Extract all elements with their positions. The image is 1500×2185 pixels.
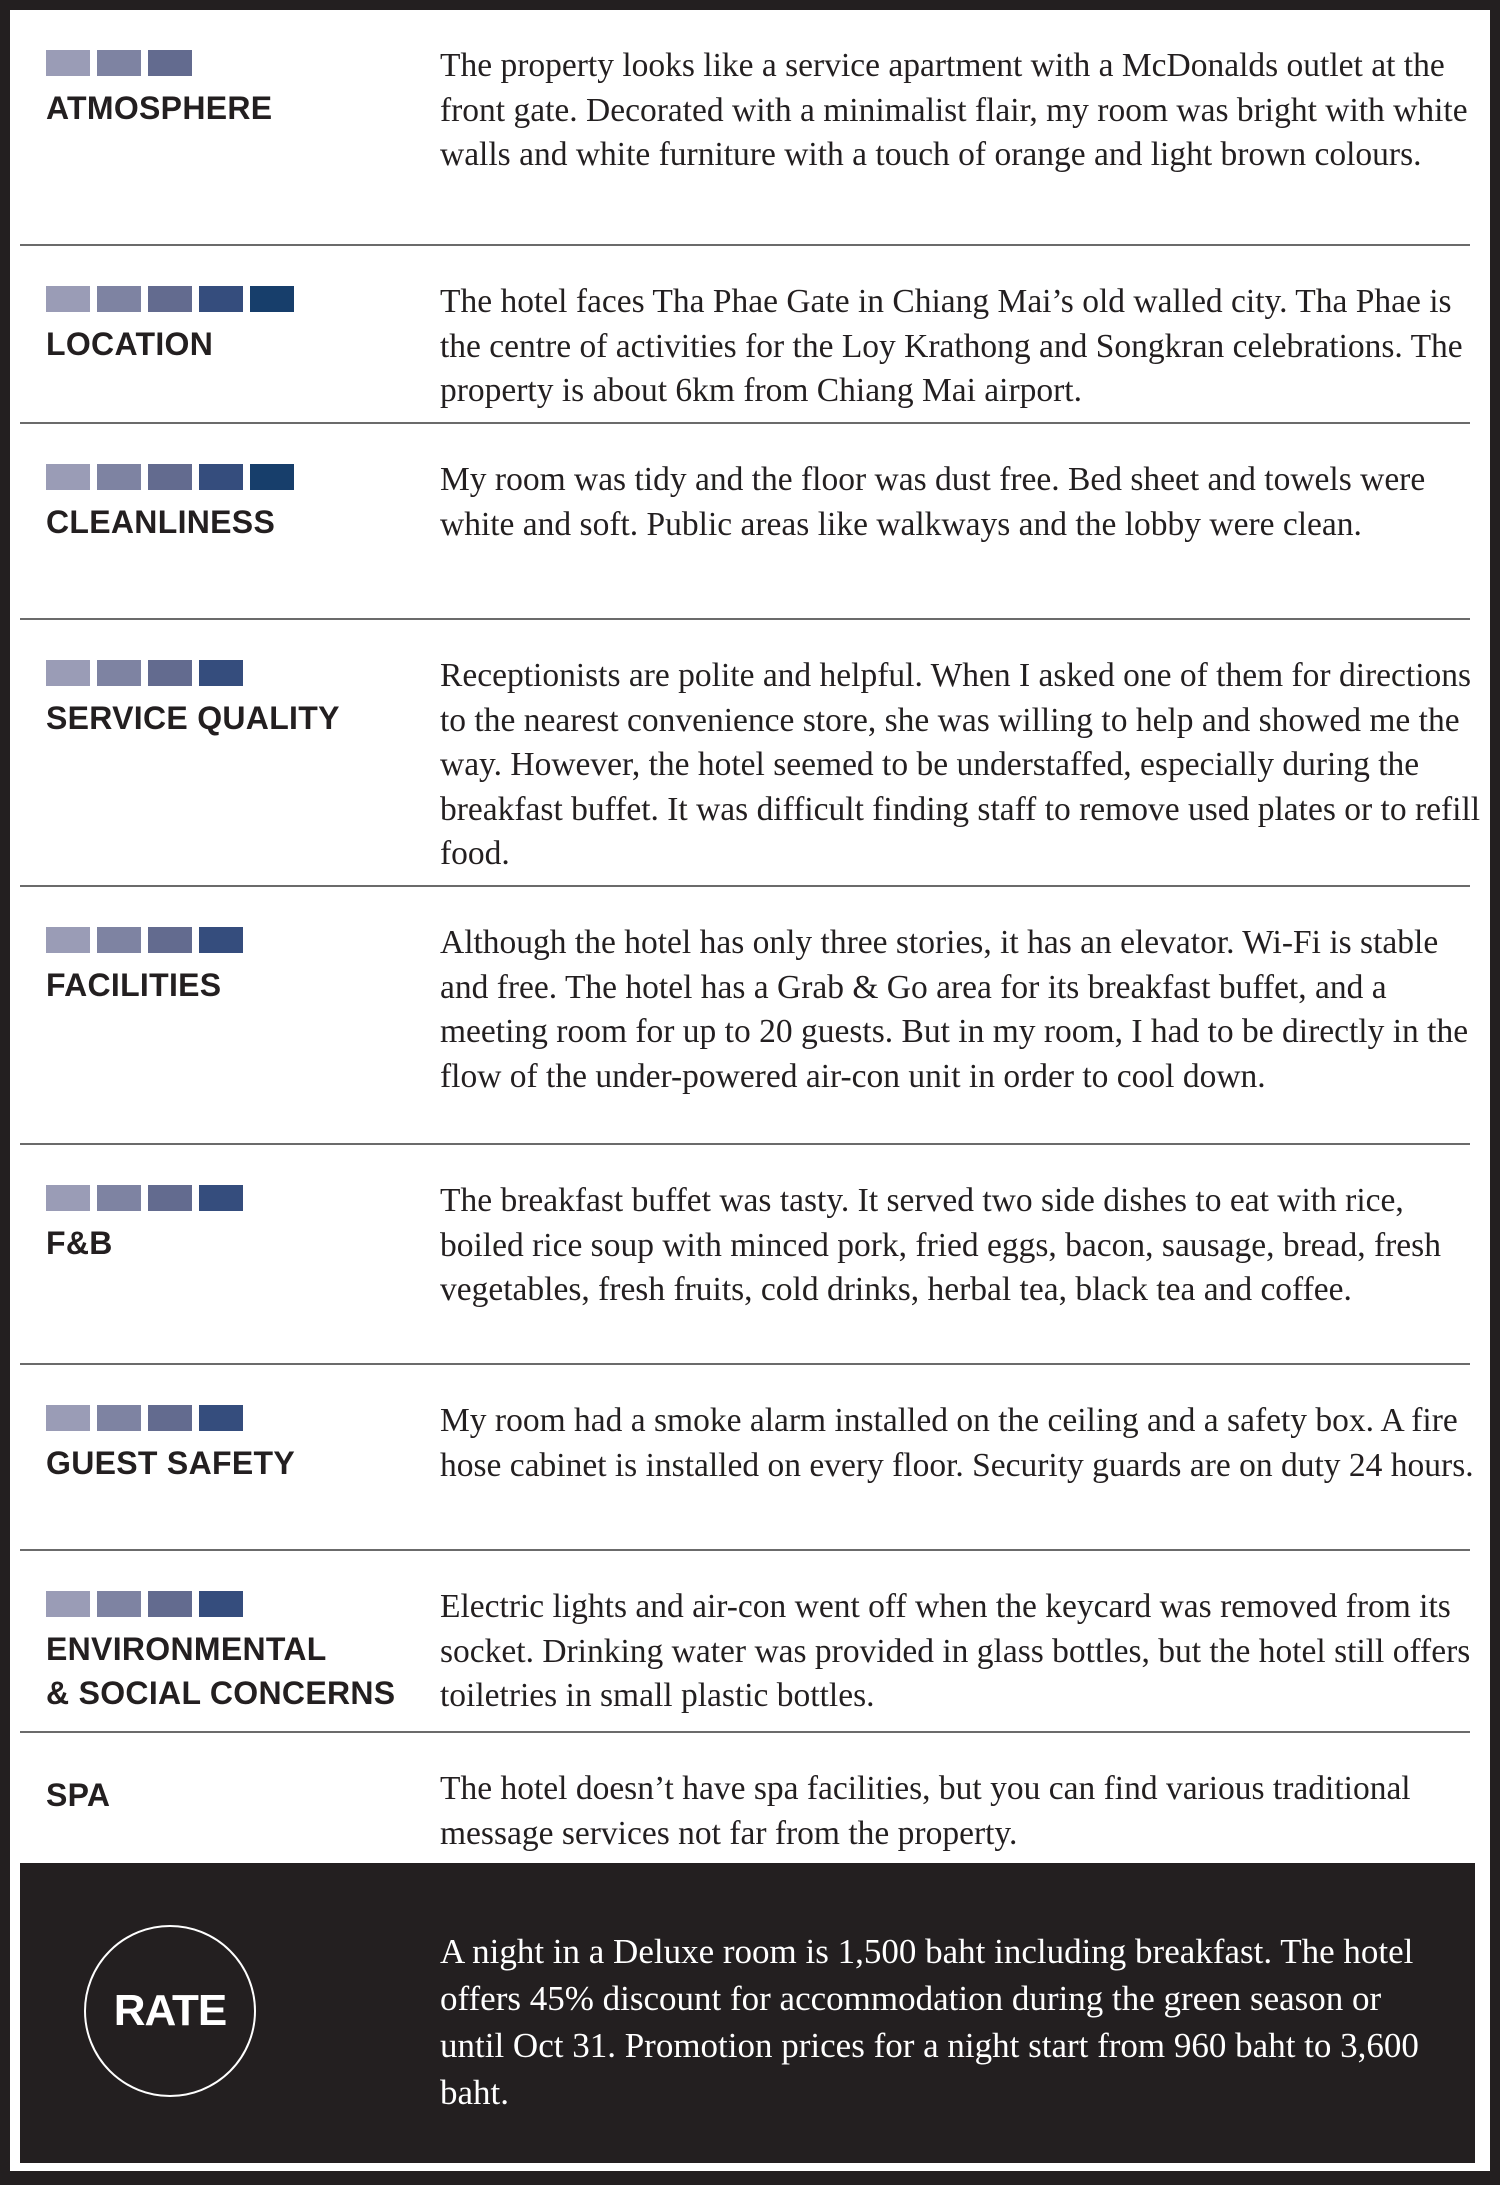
section-label: SERVICE QUALITY — [46, 700, 340, 736]
review-section-facilities — [20, 887, 1470, 1145]
rating-square — [199, 660, 243, 686]
rating-square — [148, 50, 192, 76]
rating-square — [250, 286, 294, 312]
rating-square — [148, 927, 192, 953]
rating-square — [199, 1185, 243, 1211]
section-label: CLEANLINESS — [46, 504, 276, 540]
rating-square — [97, 660, 141, 686]
rating-square — [46, 286, 90, 312]
section-text: The property looks like a service apartment with a McDonalds outlet at the front gate. Decorated with a minimalist flair, my room was bright with white walls and white furniture with a touch of orange and light brown colours. — [440, 47, 1468, 173]
section-text: The hotel faces Tha Phae Gate in Chiang Mai’s old walled city. Tha Phae is the centre of activities for the Loy Krathong and Songkran celebrations. The property is about 6km from Chiang Mai airport. — [440, 283, 1463, 409]
rating-squares — [46, 1591, 426, 1617]
review-section-fnb — [20, 1145, 1470, 1365]
rating-square — [46, 464, 90, 490]
section-text: Electric lights and air-con went off when the keycard was removed from its socket. Drinking water was provided in glass bottles, but the hotel still offers toiletries in small plastic bottles. — [440, 1588, 1471, 1714]
review-section-cleanliness — [20, 424, 1470, 620]
rating-square — [97, 286, 141, 312]
rating-square — [148, 1405, 192, 1431]
rating-square — [97, 1591, 141, 1617]
section-text: My room had a smoke alarm installed on the ceiling and a safety box. A fire hose cabinet is installed on every floor. Security guards are on duty 24 hours. — [440, 1402, 1474, 1484]
rating-square — [148, 1185, 192, 1211]
rating-square — [97, 927, 141, 953]
rating-square — [199, 1405, 243, 1431]
rating-square — [97, 1405, 141, 1431]
review-section-spa — [20, 1733, 1470, 1851]
review-section-service-quality — [20, 620, 1481, 887]
rating-squares — [46, 1405, 426, 1431]
review-section-environmental-social — [20, 1551, 1470, 1733]
section-text: The breakfast buffet was tasty. It served two side dishes to eat with rice, boiled rice soup with minced pork, fried eggs, bacon, sausage, bread, fresh vegetables, fresh fruits, cold drinks, herbal tea, black tea and coffee. — [440, 1182, 1441, 1308]
rating-square — [97, 1185, 141, 1211]
rate-text: A night in a Deluxe room is 1,500 baht including breakfast. The hotel offers 45% discount for accommodation during the green season or until Oct 31. Promotion prices for a night start from 960 baht to 3,600 baht. — [440, 1932, 1419, 2112]
section-label: ATMOSPHERE — [46, 90, 273, 126]
rating-square — [148, 1591, 192, 1617]
section-label: GUEST SAFETY — [46, 1445, 295, 1481]
rating-squares — [46, 927, 426, 953]
rate-panel — [20, 1863, 1475, 2163]
section-text: My room was tidy and the floor was dust free. Bed sheet and towels were white and soft. Public areas like walkways and the lobby were clean. — [440, 461, 1426, 543]
section-text: Although the hotel has only three stories, it has an elevator. Wi-Fi is stable and free. The hotel has a Grab & Go area for its breakfast buffet, and a meeting room for up to 20 guests. But in my room, I had to be directly in the flow of the under-powered air-con unit in order to cool down. — [440, 924, 1469, 1095]
rating-square — [148, 660, 192, 686]
rating-square — [46, 927, 90, 953]
rating-squares — [46, 660, 426, 686]
rating-squares — [46, 464, 426, 490]
section-label: F&B — [46, 1225, 113, 1261]
rating-squares — [46, 286, 426, 312]
rate-label: RATE — [113, 1986, 227, 2035]
review-section-atmosphere — [20, 10, 1470, 246]
section-label: SPA — [46, 1777, 111, 1813]
rating-square — [148, 464, 192, 490]
rating-square — [199, 464, 243, 490]
rating-square — [46, 1185, 90, 1211]
rating-square — [46, 1591, 90, 1617]
section-label: ENVIRONMENTAL & SOCIAL CONCERNS — [46, 1631, 396, 1711]
rating-square — [46, 660, 90, 686]
section-text: The hotel doesn’t have spa facilities, but you can find various traditional message services not far from the property. — [440, 1770, 1411, 1852]
section-label: FACILITIES — [46, 967, 222, 1003]
rate-badge — [84, 1925, 256, 2097]
review-section-guest-safety — [20, 1365, 1474, 1551]
rating-square — [148, 286, 192, 312]
rating-square — [97, 50, 141, 76]
rating-square — [46, 1405, 90, 1431]
rating-square — [199, 927, 243, 953]
rating-square — [97, 464, 141, 490]
rating-square — [250, 464, 294, 490]
rating-squares — [46, 1185, 426, 1211]
section-label: LOCATION — [46, 326, 214, 362]
rating-square — [46, 50, 90, 76]
review-section-location — [20, 246, 1470, 424]
rating-squares — [46, 50, 426, 76]
rating-square — [199, 1591, 243, 1617]
section-text: Receptionists are polite and helpful. When I asked one of them for directions to the nearest convenience store, she was willing to help and showed me the way. However, the hotel seemed to be understaffed, especially during the breakfast buffet. It was difficult finding staff to remove used plates or to refill food. — [440, 657, 1481, 872]
rating-square — [199, 286, 243, 312]
